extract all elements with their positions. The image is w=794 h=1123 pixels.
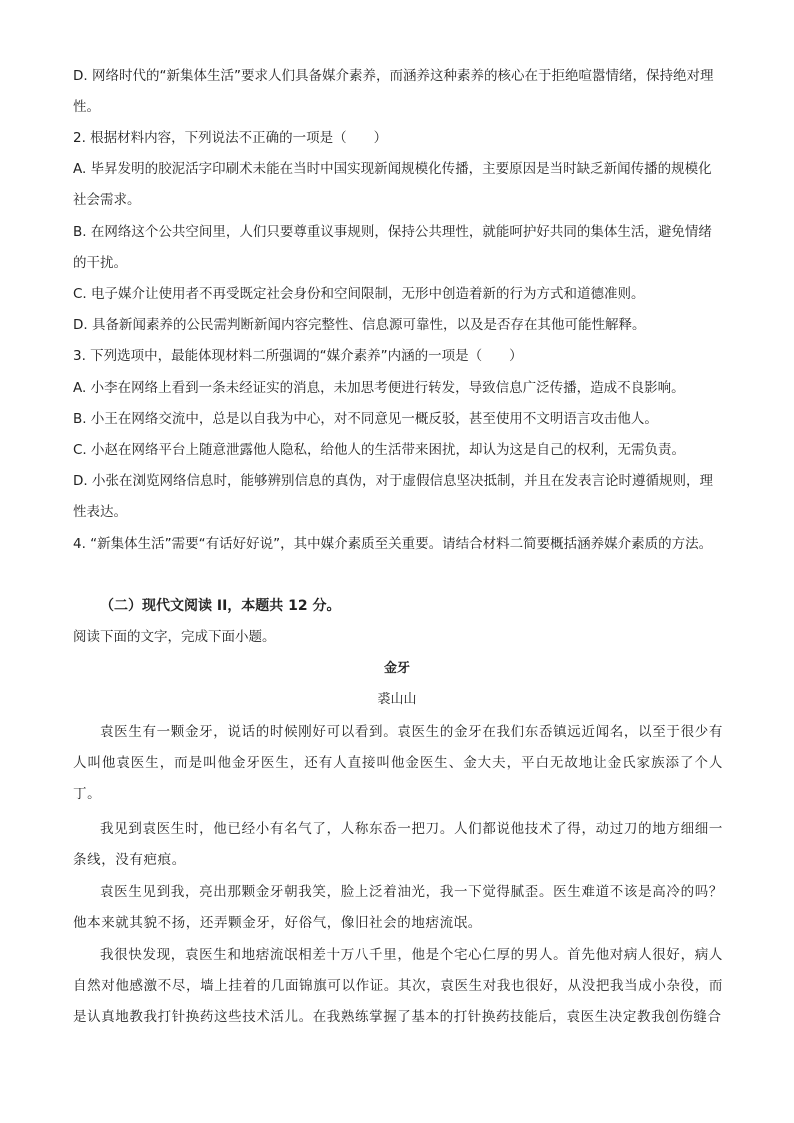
q4-stem: 4. “新集体生活”需要“有话好好说”，其中媒介素质至关重要。请结合材料二简要概括涵养媒介素质的方法。 (73, 536, 713, 552)
q3-option-d: D. 小张在浏览网络信息时，能够辨别信息的真伪，对于虚假信息坚决抵制，并且在发表言论时遵循规则，理性表达。 (73, 473, 713, 520)
q2-option-a: A. 毕昇发明的胶泥活字印刷术未能在当时中国实现新闻规模化传播，主要原因是当时缺乏新闻传播的规模化社会需求。 (73, 161, 712, 208)
article-paragraph-3: 袁医生见到我，亮出那颗金牙朝我笑，脸上泛着油光，我一下觉得腻歪。医生难道不该是高冷的吗？他本来就其貌不扬，还弄颗金牙，好俗气，像旧社会的地痞流氓。 (73, 884, 723, 931)
article-author: 裘山山 (377, 692, 417, 707)
q2-option-b: B. 在网络这个公共空间里，人们只要尊重议事规则，保持公共理性，就能呵护好共同的集体生活，避免情绪的干扰。 (73, 224, 712, 271)
section-instruction: 阅读下面的文字，完成下面小题。 (73, 629, 276, 645)
article-title: 金牙 (383, 661, 410, 676)
article-paragraph-1: 袁医生有一颗金牙，说话的时候刚好可以看到。袁医生的金牙在我们东岙镇远近闻名，以至于很少有人叫他袁医生，而是叫他金牙医生，还有人直接叫他金医生、金大夫，平白无故地让金氏家族添了个人丁。 (73, 724, 723, 802)
q2-stem: 2. 根据材料内容，下列说法不正确的一项是（ ） (73, 130, 388, 146)
article-paragraph-2: 我见到袁医生时，他已经小有名气了，人称东岙一把刀。人们都说他技术了得，动过刀的地方细细一条线，没有疤痕。 (73, 821, 723, 868)
q3-option-a: A. 小李在网络上看到一条未经证实的消息，未加思考便进行转发，导致信息广泛传播，造成不良影响。 (73, 380, 685, 396)
q3-stem: 3. 下列选项中，最能体现材料二所强调的“媒介素养”内涵的一项是（ ） (73, 348, 523, 364)
q2-option-c: C. 电子媒介让使用者不再受既定社会身份和空间限制，无形中创造着新的行为方式和道德准则。 (73, 286, 645, 302)
q1-option-d: D. 网络时代的“新集体生活”要求人们具备媒介素养，而涵养这种素养的核心在于拒绝喧嚣情绪，保持绝对理性。 (73, 68, 714, 115)
q2-option-d: D. 具备新闻素养的公民需判断新闻内容完整性、信息源可靠性，以及是否存在其他可能性解释。 (73, 317, 646, 333)
section-heading: （二）现代文阅读 II，本题共 12 分。 (100, 598, 341, 614)
q3-option-b: B. 小王在网络交流中，总是以自我为中心，对不同意见一概反驳，甚至使用不文明语言攻击他人。 (73, 411, 658, 427)
article-paragraph-4: 我很快发现，袁医生和地痞流氓相差十万八千里，他是个宅心仁厚的男人。首先他对病人很好，病人自然对他感激不尽，墙上挂着的几面锦旗可以作证。其次，袁医生对我也很好，从没把我当成小杂役，而是认真地教我打针换药这些技术活儿。在我熟练掌握了基本的打针换药技能后，袁医生决定教我创伤缝合 (73, 947, 723, 1025)
q3-option-c: C. 小赵在网络平台上随意泄露他人隐私，给他人的生活带来困扰，却认为这是自己的权利，无需负责。 (73, 442, 686, 458)
